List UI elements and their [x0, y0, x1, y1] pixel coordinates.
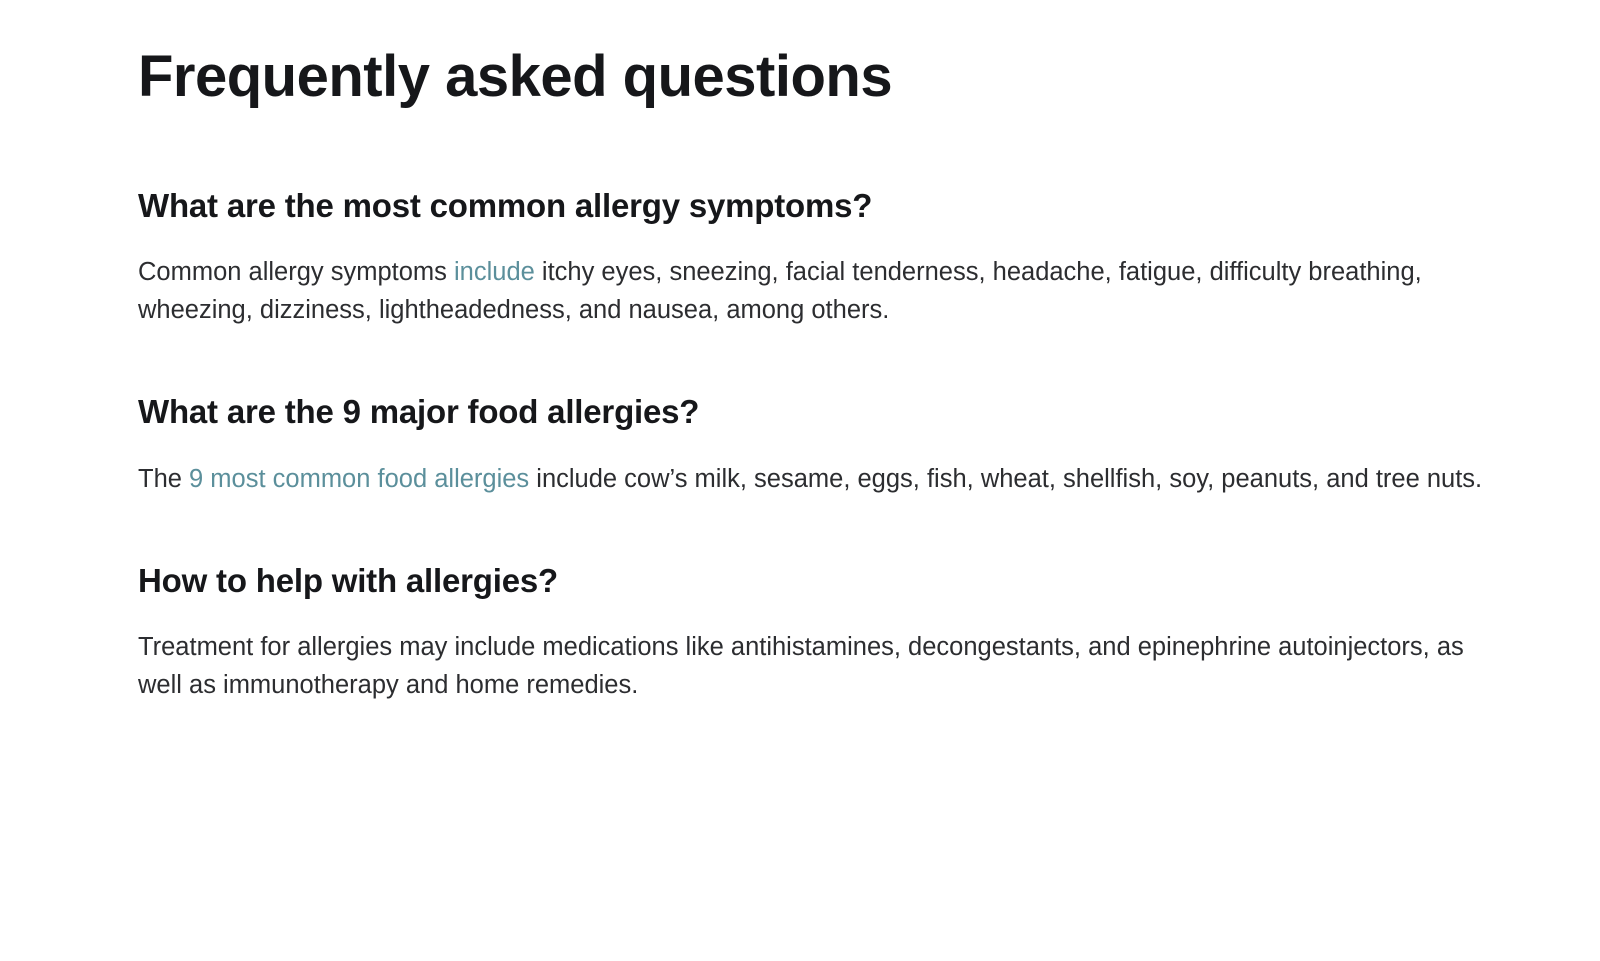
faq-answer: [138, 253, 1500, 330]
faq-answer: [138, 460, 1500, 498]
faq-item: [138, 560, 1500, 705]
page-title: Frequently asked questions: [138, 44, 893, 109]
faq-question: What are the 9 major food allergies?: [138, 393, 700, 431]
faq-item: [138, 185, 1500, 330]
faq-answer: [138, 628, 1500, 705]
faq-answer-link[interactable]: 9 most common food allergies: [189, 464, 530, 493]
faq-answer-text-after: itchy eyes, sneezing, facial tenderness, headache, fatigue, difficulty breathing, wheezing, dizziness, lightheadedness, and nausea, among others.: [138, 257, 1422, 325]
faq-answer-text-before: Common allergy symptoms: [138, 257, 454, 286]
faq-answer-link[interactable]: include: [454, 257, 535, 286]
faq-answer-text-before: The: [138, 464, 190, 493]
faq-question: How to help with allergies?: [138, 561, 558, 599]
faq-answer-text-after: include cow’s milk, sesame, eggs, fish, wheat, shellfish, soy, peanuts, and tree nuts.: [529, 464, 1483, 493]
faq-item: [138, 391, 1500, 498]
faq-question: What are the most common allergy symptoms?: [138, 186, 873, 224]
faq-answer-text-before: Treatment for allergies may include medications like antihistamines, decongestants, and epinephrine autoinjectors, as well as immunotherapy and home remedies.: [138, 633, 1464, 700]
